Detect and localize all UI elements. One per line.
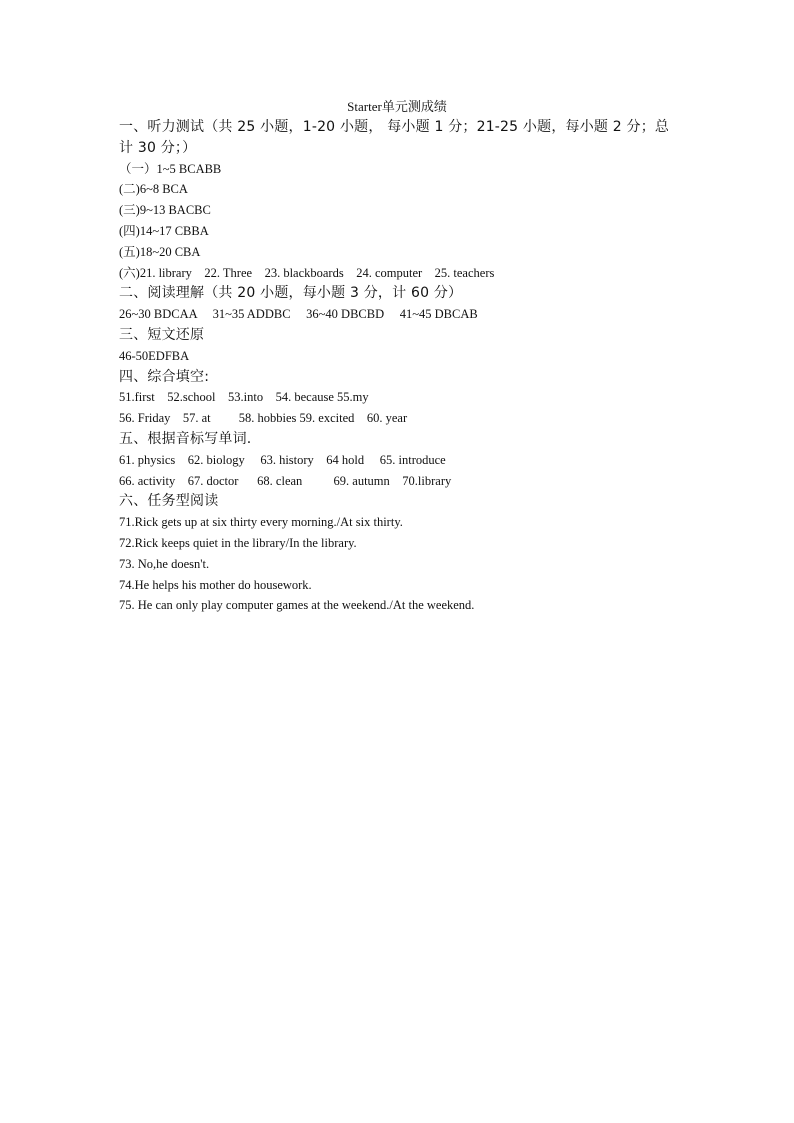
answer-line-listening-3: (三)9~13 BACBC	[119, 203, 211, 218]
answer-line-cloze-1: 51.first 52.school 53.into 54. because 55.my	[119, 390, 369, 405]
answer-line-listening-1: （一）1~5 BCABB	[119, 161, 222, 176]
answer-line-listening-2: (二)6~8 BCA	[119, 182, 188, 197]
answer-line-passage-restore: 46-50EDFBA	[119, 348, 190, 363]
answer-line-task-75: 75. He can only play computer games at the weekend./At the weekend.	[119, 598, 475, 613]
section-heading-cloze: 四、综合填空:	[119, 368, 210, 385]
answer-line-listening-6: (六)21. library 22. Three 23. blackboards 24. computer 25. teachers	[119, 265, 495, 280]
answer-key-body	[119, 117, 679, 616]
answer-line-listening-5: (五)18~20 CBA	[119, 244, 201, 259]
section-heading-phonetics: 五、根据音标写单词.	[119, 430, 252, 447]
answer-line-phonetics-1: 61. physics 62. biology 63. history 64 hold 65. introduce	[119, 452, 446, 467]
section-heading-listening: 一、听力测试（共 25 小题，1-20 小题， 每小题 1 分；21-25 小题，每小题 2 分；总计 30 分；）	[119, 119, 670, 156]
answer-line-task-73: 73. No,he doesn't.	[119, 556, 210, 571]
section-heading-task-reading: 六、任务型阅读	[119, 493, 219, 510]
document-title: Starter单元测成绩	[347, 99, 447, 114]
answer-line-task-74: 74.He helps his mother do housework.	[119, 577, 312, 592]
section-heading-passage-restore: 三、短文还原	[119, 326, 205, 343]
answer-line-listening-4: (四)14~17 CBBA	[119, 223, 209, 238]
section-heading-reading: 二、阅读理解（共 20 小题，每小题 3 分，计 60 分）	[119, 285, 463, 302]
answer-line-cloze-2: 56. Friday 57. at 58. hobbies 59. excited 60. year	[119, 411, 408, 426]
answer-line-phonetics-2: 66. activity 67. doctor 68. clean 69. autumn 70.library	[119, 473, 452, 488]
answer-line-task-71: 71.Rick gets up at six thirty every morning./At six thirty.	[119, 515, 403, 530]
answer-line-reading: 26~30 BDCAA 31~35 ADDBC 36~40 DBCBD 41~45 DBCAB	[119, 307, 478, 322]
answer-line-task-72: 72.Rick keeps quiet in the library/In the library.	[119, 535, 357, 550]
